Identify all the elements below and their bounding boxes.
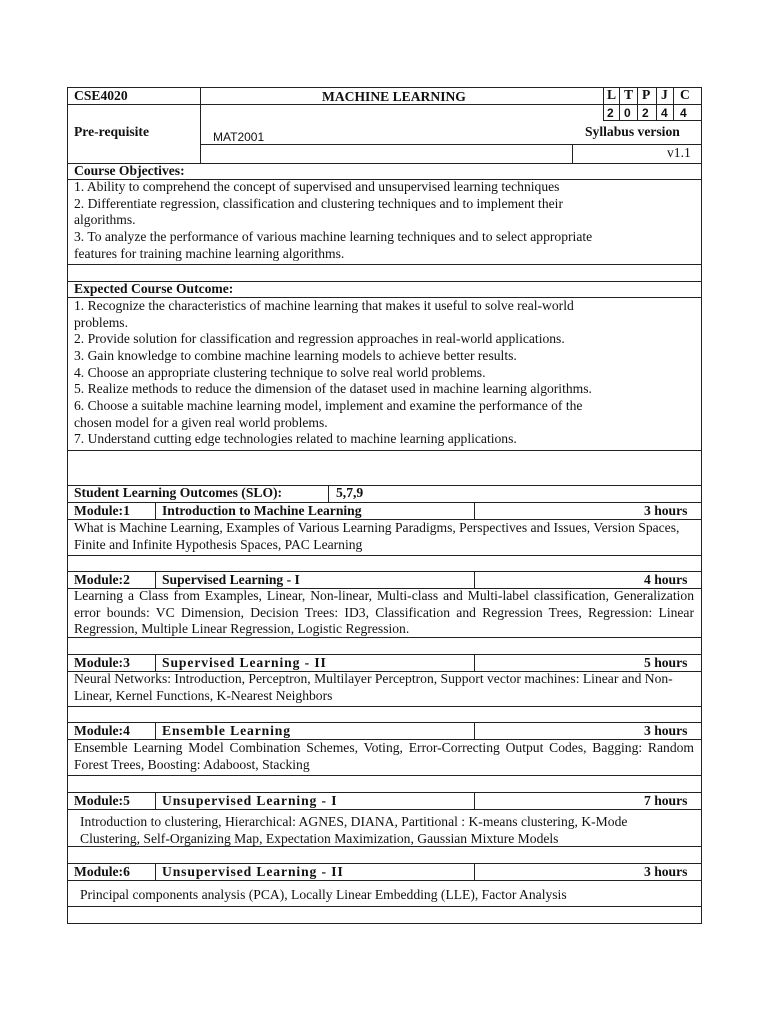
prerequisite-value: MAT2001	[213, 130, 265, 144]
module-title: Unsupervised Learning - II	[162, 864, 344, 879]
module-label: Module:3	[74, 655, 130, 670]
objective-line: 3. To analyze the performance of various machine learning techniques and to select appropriate	[74, 229, 593, 244]
module-label: Module:6	[74, 864, 130, 879]
outcome-line: 7. Understand cutting edge technologies related to machine learning applications.	[74, 431, 517, 446]
ltpjc-label-c: C	[680, 87, 690, 102]
module-hours: 3 hours	[644, 723, 688, 738]
module-title: Unsupervised Learning - I	[162, 793, 338, 808]
ltpjc-label-j: J	[661, 87, 668, 102]
ltpjc-value-t: 0	[624, 106, 631, 120]
outcome-line: problems.	[74, 315, 128, 330]
prerequisite-label: Pre-requisite	[74, 124, 149, 139]
outcome-line: 1. Recognize the characteristics of machine learning that makes it useful to solve real-world	[74, 298, 574, 313]
objective-line: 2. Differentiate regression, classification and clustering techniques and to implement their	[74, 196, 563, 211]
ltpjc-value-j: 4	[661, 106, 668, 120]
objective-line: features for training machine learning algorithms.	[74, 246, 345, 261]
module-title: Introduction to Machine Learning	[162, 503, 362, 518]
module-content: Neural Networks: Introduction, Perceptron, Multilayer Perceptron, Support vector machines: Linear and Non-Linear, Kernel Functions, K-Nearest Neighbors	[74, 671, 673, 703]
module-label: Module:5	[74, 793, 130, 808]
module-title: Ensemble Learning	[162, 723, 291, 738]
ltpjc-label-l: L	[607, 87, 617, 102]
outcome-line: chosen model for a given real world problems.	[74, 415, 328, 430]
objective-line: algorithms.	[74, 212, 136, 227]
syllabus-version-label: Syllabus version	[585, 124, 680, 139]
module-hours: 7 hours	[644, 793, 688, 808]
module-label: Module:2	[74, 572, 130, 587]
course-title: MACHINE LEARNING	[322, 89, 466, 104]
outcome-line: 6. Choose a suitable machine learning model, implement and examine the performance of the	[74, 398, 583, 413]
module-hours: 3 hours	[644, 864, 688, 879]
ltpjc-value-p: 2	[642, 106, 649, 120]
module-hours: 3 hours	[644, 503, 688, 518]
ltpjc-value-c: 4	[680, 106, 687, 120]
module-content: Principal components analysis (PCA), Locally Linear Embedding (LLE), Factor Analysis	[80, 887, 567, 902]
syllabus-version-value: v1.1	[667, 145, 691, 160]
slo-label: Student Learning Outcomes (SLO):	[74, 485, 283, 500]
expected-outcome-title: Expected Course Outcome:	[74, 281, 234, 296]
module-content: What is Machine Learning, Examples of Various Learning Paradigms, Perspectives and Issues, Version Spaces, Finite and Infinite Hypothesis Spaces, PAC Learning	[74, 520, 680, 552]
module-content: Ensemble Learning Model Combination Schemes, Voting, Error-Correcting Output Codes, Bagging: Random Forest Trees, Boosting: Adaboost, Stacking	[74, 740, 694, 772]
module-label: Module:1	[74, 503, 130, 518]
outcome-line: 4. Choose an appropriate clustering technique to solve real world problems.	[74, 365, 486, 380]
objective-line: 1. Ability to comprehend the concept of supervised and unsupervised learning techniques	[74, 179, 560, 194]
ltpjc-value-l: 2	[607, 106, 614, 120]
module-label: Module:4	[74, 723, 130, 738]
course-code: CSE4020	[74, 88, 128, 103]
module-hours: 4 hours	[644, 572, 688, 587]
module-title: Supervised Learning - II	[162, 655, 327, 670]
course-objectives-title: Course Objectives:	[74, 163, 185, 178]
module-content: Introduction to clustering, Hierarchical: AGNES, DIANA, Partitional : K-means clustering, K-Mode Clustering, Self-Organizing Map, Expectation Maximization, Gaussian Mixture Models	[80, 814, 628, 846]
module-content: Learning a Class from Examples, Linear, Non-linear, Multi-class and Multi-label classification, Generalization error bounds: VC Dimension, Decision Trees: ID3, Classification and Regression Trees, Regression: Linear Regression, Multiple Linear Regression, Logistic Regression.	[74, 588, 694, 637]
outcome-line: 5. Realize methods to reduce the dimension of the dataset used in machine learning algorithms.	[74, 381, 592, 396]
outcome-line: 3. Gain knowledge to combine machine learning models to achieve better results.	[74, 348, 517, 363]
ltpjc-label-p: P	[642, 87, 651, 102]
module-hours: 5 hours	[644, 655, 688, 670]
slo-value: 5,7,9	[336, 485, 364, 500]
module-title: Supervised Learning - I	[162, 572, 300, 587]
ltpjc-label-t: T	[624, 87, 634, 102]
outcome-line: 2. Provide solution for classification and regression approaches in real-world applications.	[74, 331, 565, 346]
